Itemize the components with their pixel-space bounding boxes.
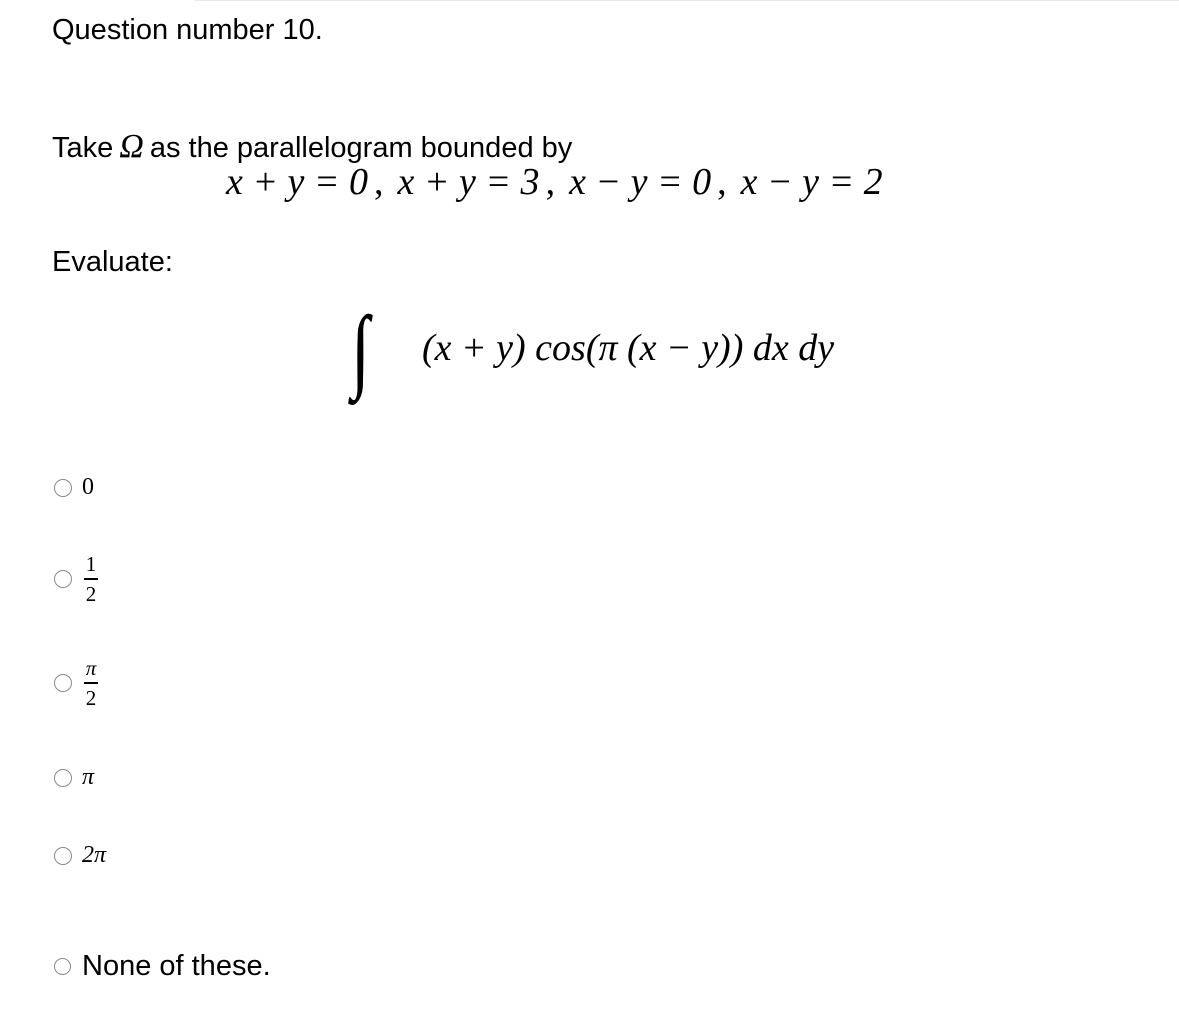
separator: , bbox=[545, 161, 556, 203]
fraction-denominator: 2 bbox=[85, 685, 97, 710]
fraction-bar bbox=[84, 682, 98, 684]
fraction-denominator: 2 bbox=[85, 581, 97, 606]
answer-option-one-half[interactable] bbox=[54, 552, 98, 606]
boundary-equation-4: x − y = 2 bbox=[740, 161, 883, 203]
fraction bbox=[84, 656, 98, 710]
boundary-equations bbox=[226, 160, 883, 204]
radio-button[interactable] bbox=[54, 570, 72, 588]
fraction bbox=[84, 552, 98, 606]
separator: , bbox=[374, 161, 384, 203]
radio-button[interactable] bbox=[54, 769, 72, 787]
top-divider bbox=[195, 0, 1179, 1]
radio-button[interactable] bbox=[54, 479, 72, 497]
question-header: Question number 10. bbox=[52, 14, 323, 46]
answer-option-none[interactable] bbox=[54, 950, 271, 983]
fraction-numerator: 1 bbox=[85, 552, 97, 576]
boundary-equation-1: x + y = 0 bbox=[226, 161, 369, 203]
boundary-equation-2: x + y = 3 bbox=[397, 161, 540, 203]
answer-option-pi[interactable] bbox=[54, 764, 94, 791]
evaluate-label: Evaluate: bbox=[52, 246, 173, 278]
intro-rest: as the parallelogram bounded by bbox=[149, 132, 573, 164]
option-label: π bbox=[82, 764, 95, 790]
option-label: 0 bbox=[82, 474, 94, 500]
radio-button[interactable] bbox=[54, 674, 72, 692]
omega-symbol: Ω bbox=[119, 128, 144, 165]
boundary-equation-3: x − y = 0 bbox=[569, 161, 712, 203]
fraction-bar bbox=[84, 578, 98, 580]
intro-text: Take bbox=[52, 132, 114, 164]
radio-button[interactable] bbox=[54, 847, 72, 865]
answer-option-0[interactable] bbox=[54, 474, 94, 501]
fraction-numerator: π bbox=[85, 656, 97, 680]
option-label: 2π bbox=[82, 842, 107, 868]
radio-button[interactable] bbox=[54, 958, 71, 975]
separator: , bbox=[717, 161, 727, 203]
answer-option-two-pi[interactable] bbox=[54, 842, 106, 869]
integrand: (x + y) cos(π (x − y)) dx dy bbox=[422, 327, 835, 369]
option-label: None of these. bbox=[82, 950, 271, 982]
answer-option-pi-half[interactable] bbox=[54, 656, 98, 710]
